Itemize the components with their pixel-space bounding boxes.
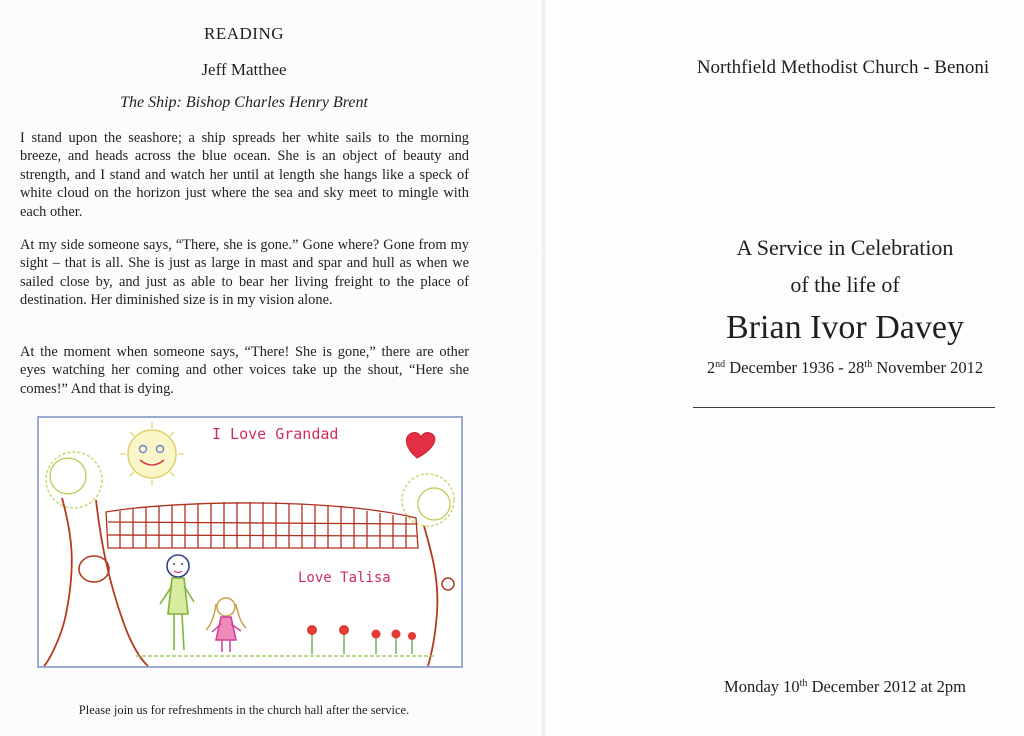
drawing-caption-top: I Love Grandad [212, 425, 339, 443]
church-name: Northfield Methodist Church - Benoni [696, 57, 990, 78]
poem-paragraph-3: At the moment when someone says, “There! She is gone,” there are other eyes watching her coming and other voices take up the shout, “Here she comes!” And that is dying. [20, 344, 469, 397]
refreshments-note: Please join us for refreshments in the church hall after the service. [78, 703, 410, 717]
drawing-image [36, 414, 466, 672]
service-title-line1: A Service in Celebration [736, 235, 954, 260]
poem-paragraph-1: I stand upon the seashore; a ship spreads her white sails to the morning breeze, and heads across the blue ocean. She is an object of beauty and strength, and I stand and watch her until at length she hangs like a speck of white cloud on the horizon just where the sea and sky meet to mingle with each other. [20, 130, 469, 220]
poem-paragraph-2: At my side someone says, “There, she is gone.” Gone where? Gone from my sight – that is all. She is just as large in mast and spar and hull as when we sailed close by, and just as able to bear her living freight to the place of destination. Her diminished size is in my vision alone. [20, 237, 469, 309]
deceased-name: Brian Ivor Davey [726, 309, 964, 346]
life-dates: 2nd December 1936 - 28th November 2012 [706, 358, 984, 377]
poem-title: The Ship: Bishop Charles Henry Brent [120, 94, 368, 111]
child-drawing [36, 414, 466, 672]
right-page [545, 0, 1024, 736]
drawing-caption-mid: Love Talisa [298, 570, 391, 586]
service-date-time: Monday 10th December 2012 at 2pm [724, 677, 966, 696]
service-title-line2: of the life of [790, 272, 900, 297]
reader-name: Jeff Matthee [201, 60, 287, 79]
divider-line [693, 407, 995, 408]
reading-heading: READING [204, 24, 284, 43]
